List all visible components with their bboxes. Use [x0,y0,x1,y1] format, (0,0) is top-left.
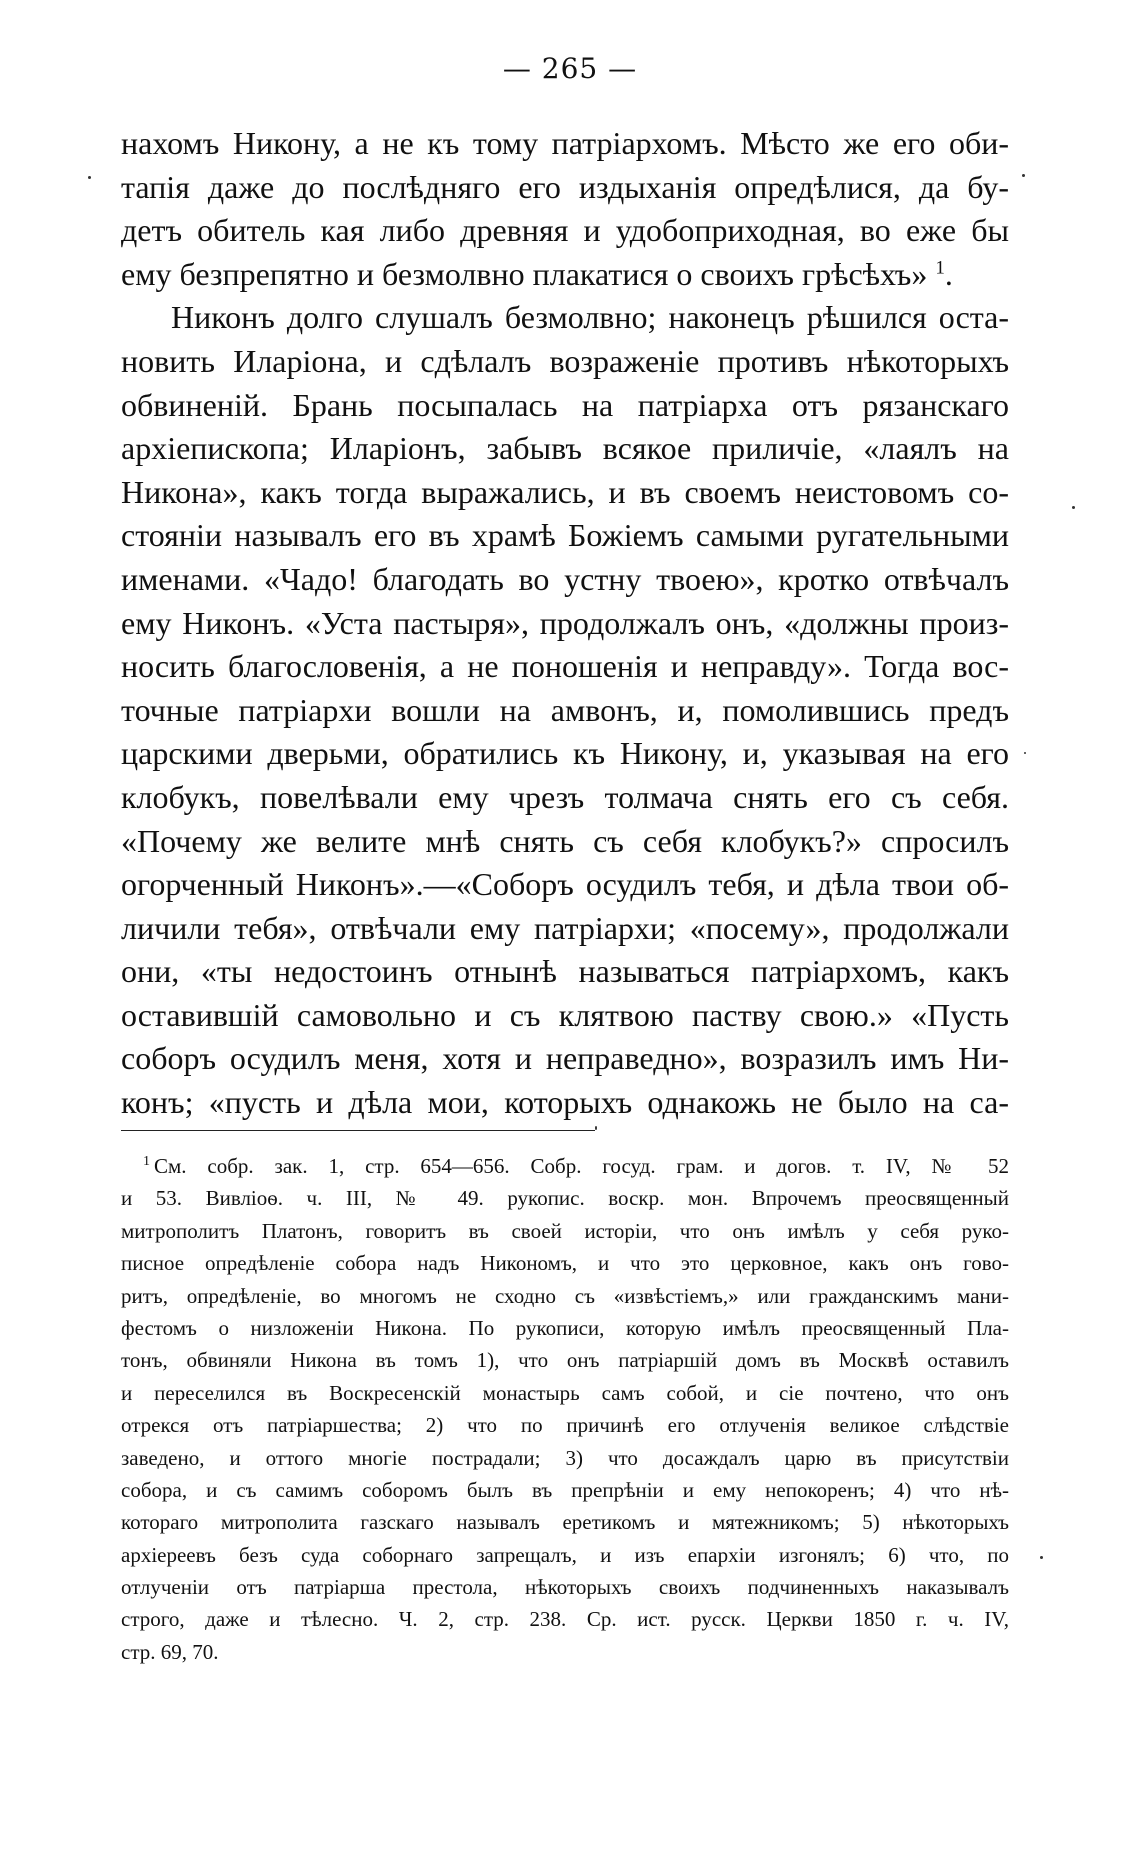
main-text [121,122,1009,1125]
text-line: оставившій самовольно и съ клятвою паству свою.» «Пусть [121,996,1009,1033]
footnote-line: архіереевъ безъ суда соборнаго запрещалъ, и изъ епархіи изгонялъ; 6) что, по [121,1542,1009,1567]
footnote-reference[interactable]: 1 [935,257,945,279]
footnote-line: собора, и съ самимъ соборомъ былъ въ препрѣніи и ему непокоренъ; 4) что нѣ- [121,1477,1009,1502]
footnote-line: и 53. Вивліоѳ. ч. III, № 49. рукопис. воскр. мон. Впрочемъ преосвященный [121,1186,1009,1211]
text-line: клобукъ, повелѣвали ему чрезъ толмача снять его съ себя. [121,778,1009,815]
text-line: новить Иларіона, и сдѣлалъ возраженіе противъ нѣкоторыхъ [121,342,1009,379]
text-line: ему безпрепятно и безмолвно плакатися о своихъ грѣсѣхъ» [121,255,928,292]
text-line: они, «ты недостоинъ отнынѣ называться патріархомъ, какъ [121,953,1009,990]
text-line: конъ; «пусть и дѣла мои, которыхъ однакожь не было на са- [121,1084,1009,1121]
scan-speck [1072,506,1075,509]
text-line: детъ обитель кая либо древняя и удобоприходная, во еже бы [121,212,1009,249]
scan-speck [1024,752,1026,754]
text-line: огорченный Никонъ».—«Соборъ осудилъ тебя, и дѣла твои об- [121,866,1009,903]
text-line: соборъ осудилъ меня, хотя и неправедно», возразилъ имъ Ни- [121,1040,1009,1077]
footnote-line: строго, даже и тѣлесно. Ч. 2, стр. 238. Ср. ист. русск. Церкви 1850 г. ч. IV, [121,1607,1009,1632]
text-line: именами. «Чадо! благодать во устну твоею», кротко отвѣчалъ [121,560,1009,597]
text-line-with-footnote-ref [121,253,1009,297]
footnote-line: ритъ, опредѣленіе, во многомъ не сходно съ «извѣстіемъ,» или гражданскимъ мани- [121,1283,1009,1308]
footnote [121,1150,1009,1668]
text-line: тапія даже до послѣдняго его издыханія опредѣлися, да бу- [121,168,1009,205]
footnote-line: отрекся отъ патріаршества; 2) что по причинѣ его отлученія великое слѣдствіе [121,1413,1009,1438]
text-line: «Почему же велите мнѣ снять съ себя клобукъ?» спросилъ [121,822,1009,859]
text-line: точные патріархи вошли на амвонъ, и, помолившись предъ [121,691,1009,728]
footnote-line: отлученіи отъ патріарша престола, нѣкоторыхъ своихъ подчиненныхъ наказывалъ [121,1575,1009,1600]
page-number: — 265 — [502,52,638,85]
scan-speck [1022,174,1025,177]
text-line: носить благословенія, а не поношенія и неправду». Тогда вос- [121,648,1009,685]
text-line: обвиненій. Брань посыпалась на патріарха отъ рязанскаго [121,386,1009,423]
footnote-line: заведено, и оттого многіе пострадали; 3) что досаждалъ царю въ присутствіи [121,1445,1009,1470]
footnote-line: котораго митрополита газскаго называлъ еретикомъ и мятежникомъ; 5) нѣкоторыхъ [121,1510,1009,1535]
text-line: Никона», какъ тогда выражались, и въ своемъ неистовомъ со- [121,473,1009,510]
footnote-marker: 1 [143,1154,150,1169]
footnote-line: и переселился въ Воскресенскій монастырь самъ собой, и сіе почтено, что онъ [121,1380,1009,1405]
text-line: нахомъ Никону, а не къ тому патріархомъ. Мѣсто же его оби- [121,125,1009,161]
footnote-line: См. собр. зак. 1, стр. 654—656. Собр. госуд. грам. и догов. т. IV, № 52 [154,1154,1009,1178]
footnote-line: тонъ, обвиняли Никона въ томъ 1), что онъ патріаршій домъ въ Москвѣ оставилъ [121,1348,1009,1373]
text-line: личили тебя», отвѣчали ему патріархи; «посему», продолжали [121,909,1009,946]
footnote-line: фестомъ о низложеніи Никона. По рукописи, которую имѣлъ преосвященный Пла- [121,1315,1009,1340]
footnote-line: писное опредѣленіе собора надъ Никономъ, и что это церковное, какъ онъ гово- [121,1251,1009,1276]
paragraph-first-line: Никонъ долго слушалъ безмолвно; наконецъ рѣшился оста- [171,299,1009,336]
scan-speck [595,1126,597,1130]
text-line: архіепископа; Иларіонъ, забывъ всякое приличіе, «лаялъ на [121,430,1009,467]
footnote-divider [121,1130,595,1131]
scan-speck [1040,1556,1043,1559]
footnote-reference-punctuation: . [944,255,953,292]
footnote-first-line [121,1150,1009,1182]
scan-speck [88,176,91,179]
text-line: ему Никонъ. «Уста пастыря», продолжалъ онъ, «должны произ- [121,604,1009,641]
footnote-line: стр. 69, 70. [121,1639,219,1664]
footnote-line: митрополитъ Платонъ, говоритъ въ своей исторіи, что онъ имѣлъ у себя руко- [121,1218,1009,1243]
text-line: царскими дверьми, обратились къ Никону, и, указывая на его [121,735,1009,772]
text-line: стояніи называлъ его въ храмѣ Божіемъ самыми ругательными [121,517,1009,554]
